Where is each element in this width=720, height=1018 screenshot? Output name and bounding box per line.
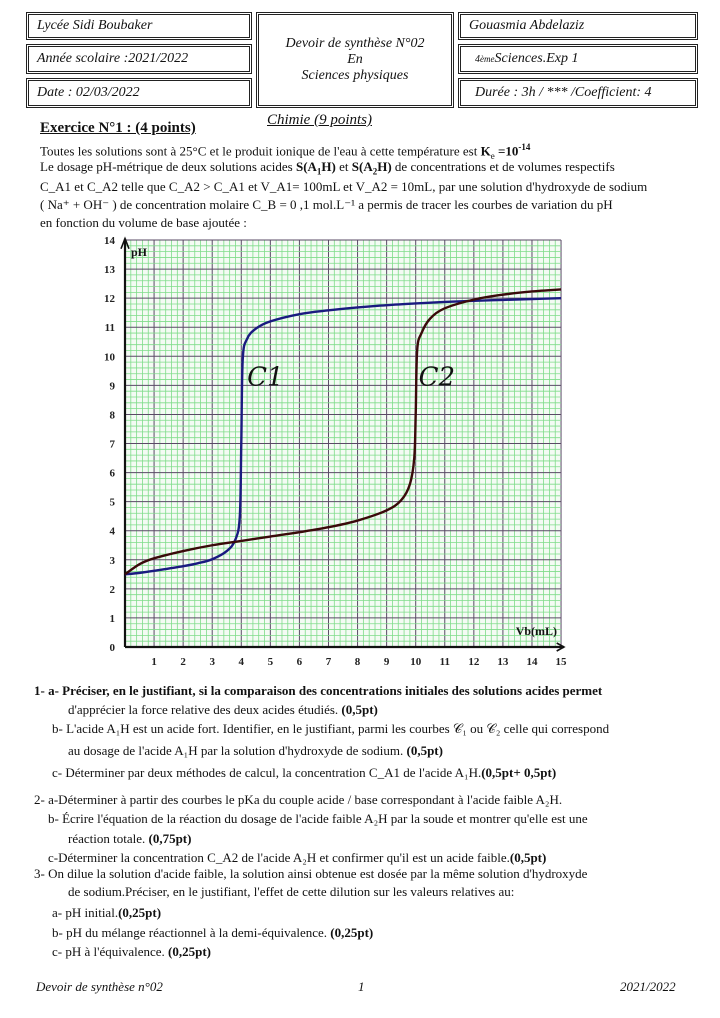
q2c-points: (0,5pt): [509, 850, 547, 865]
question-1c: [52, 765, 556, 781]
q1b-text: au dosage de l'acide A₁H par la solution d'hydroxyde de sodium.: [68, 743, 407, 758]
q1b-points: (0,5pt): [406, 743, 443, 758]
q1c-text: c- Déterminer par deux méthodes de calcul, la concentration C_A1 de l'acide A₁H.: [52, 765, 482, 780]
q3c-text: c- pH à l'équivalence.: [52, 944, 169, 959]
q2c-text: c-Déterminer la concentration C_A2 de l'acide A₂H et confirmer qu'il est un acide faible.: [48, 850, 510, 865]
class-cell: [458, 44, 698, 74]
svg-text:4: 4: [238, 656, 245, 668]
solution-2-end: H): [377, 159, 392, 174]
exam-subject: Sciences physiques: [301, 68, 409, 83]
question-1b-line-2: [68, 743, 443, 759]
teacher-name: Gouasmia Abdelaziz: [469, 18, 585, 33]
svg-text:1: 1: [109, 612, 115, 625]
svg-text:6: 6: [109, 467, 115, 480]
q3b-text: b- pH du mélange réactionnel à la demi-équivalence.: [52, 925, 331, 940]
solution-1-end: H): [321, 159, 336, 174]
school-cell: [26, 12, 252, 40]
teacher-cell: [458, 12, 698, 40]
question-1b-line-1: b- L'acide A₁H est un acide fort. Identifier, en le justifiant, parmi les courbes 𝒞₁ ou 𝒞₂ celle qui correspond: [52, 721, 610, 736]
solution-2: S(A: [351, 159, 373, 174]
svg-text:9: 9: [109, 380, 115, 393]
q3b-points: (0,25pt): [330, 925, 374, 940]
class-sup: ème: [480, 54, 495, 64]
exercise-title: Exercice N°1 : (4 points): [40, 120, 196, 136]
svg-text:13: 13: [104, 264, 115, 277]
school-year: Année scolaire :2021/2022: [37, 51, 189, 66]
q2b-text: réaction totale.: [68, 831, 149, 846]
q2b-points: (0,75pt): [148, 831, 192, 846]
svg-text:10: 10: [104, 351, 115, 364]
svg-text:11: 11: [104, 322, 115, 335]
question-1a-line-1: [34, 683, 602, 699]
svg-text:12: 12: [468, 656, 480, 668]
svg-text:8: 8: [354, 656, 361, 668]
duration-cell: [458, 78, 698, 108]
y-axis-label: pH: [131, 245, 148, 260]
question-3b: [52, 925, 373, 941]
intro-text: Le dosage pH-métrique de deux solutions acides: [40, 159, 296, 174]
svg-text:14: 14: [526, 656, 538, 668]
page-number: 1: [358, 979, 365, 994]
svg-text:2: 2: [109, 583, 115, 596]
svg-text:0: 0: [109, 642, 115, 654]
q3a-points: (0,25pt): [118, 905, 162, 920]
ke-eq: =10: [494, 143, 519, 159]
sub: 2: [372, 166, 378, 177]
intro-line-3: C_A1 et C_A2 telle que C_A2 > C_A1 et V_A1= 100mL et V_A2 = 10mL, par une solution d'hydroxyde de sodium: [40, 179, 648, 194]
svg-text:5: 5: [109, 496, 115, 509]
exam-title-cell: [256, 12, 454, 108]
header-table: [26, 12, 698, 108]
question-3-line-2: de sodium.Préciser, en le justifiant, l'effet de cette dilution sur les valeurs relatives au:: [68, 884, 515, 899]
question-2b-line-1: b- Écrire l'équation de la réaction du dosage de l'acide faible A₂H par la soude et montrer qu'elle est une: [48, 811, 588, 826]
year-cell: [26, 44, 252, 74]
curve-label-c1: C1: [247, 362, 284, 393]
intro-line-4: ( Na⁺ + OH⁻ ) de concentration molaire C_B = 0 ,1 mol.L⁻¹ a permis de tracer les courbes de variation du pH: [40, 197, 613, 212]
ke-exp: -14: [518, 142, 531, 152]
ke-symbol: K: [480, 143, 491, 159]
svg-text:11: 11: [439, 656, 450, 668]
question-2b-line-2: [68, 831, 191, 847]
svg-text:3: 3: [109, 554, 115, 567]
question-2c: [48, 850, 546, 866]
svg-text:14: 14: [104, 235, 115, 248]
duration-coefficient: Durée : 3h / *** /Coefficient: 4: [475, 85, 652, 100]
question-3-line-1: 3- On dilue la solution d'acide faible, la solution ainsi obtenue est dosée par la même solution d'hydroxyde: [34, 866, 588, 881]
class-name: Sciences.Exp 1: [494, 51, 579, 66]
date-cell: [26, 78, 252, 108]
question-3a: [52, 905, 161, 921]
q1c-points: (0,5pt+ 0,5pt): [481, 765, 557, 780]
q3a-text: a- pH initial.: [52, 905, 119, 920]
question-3c: [52, 944, 211, 960]
exam-date: Date : 02/03/2022: [37, 85, 140, 100]
svg-text:4: 4: [109, 525, 115, 538]
class-level: 4: [475, 53, 480, 65]
footer-title: Devoir de synthèse n°02: [36, 979, 163, 994]
svg-text:2: 2: [180, 656, 186, 668]
exam-title: Devoir de synthèse N°02: [285, 36, 425, 51]
svg-text:15: 15: [555, 656, 567, 668]
svg-text:5: 5: [267, 656, 274, 668]
footer-year: 2021/2022: [620, 979, 676, 994]
intro-text: et: [335, 159, 352, 174]
svg-text:12: 12: [104, 293, 115, 306]
intro-text: Toutes les solutions sont à 25°C et le produit ionique de l'eau à cette température est: [40, 143, 481, 159]
exam-title-en: En: [347, 52, 363, 67]
q1a-text: 1- a- Préciser, en le justifiant, si la comparaison des concentrations initiales des solutions acides permet: [34, 683, 603, 698]
sub: 1: [316, 166, 322, 177]
intro-text: de concentrations et de volumes respectifs: [391, 159, 615, 174]
svg-text:6: 6: [296, 656, 303, 668]
svg-text:13: 13: [497, 656, 509, 668]
svg-text:9: 9: [383, 656, 390, 668]
svg-text:7: 7: [325, 656, 332, 668]
svg-text:10: 10: [410, 656, 422, 668]
question-1a-line-2: [68, 702, 378, 718]
svg-text:8: 8: [109, 409, 115, 422]
ke-sub: e: [490, 150, 495, 161]
svg-text:1: 1: [151, 656, 157, 668]
q3c-points: (0,25pt): [168, 944, 212, 959]
intro-line-5: en fonction du volume de base ajoutée :: [40, 215, 247, 230]
curve-label-c2: C2: [418, 362, 456, 393]
ph-titration-chart: [96, 232, 576, 672]
svg-text:7: 7: [109, 438, 115, 451]
section-title: Chimie (9 points): [267, 112, 372, 128]
question-2a: 2- a-Déterminer à partir des courbes le pKa du couple acide / base correspondant à l'acide faible A₂H.: [34, 792, 563, 807]
school-name: Lycée Sidi Boubaker: [37, 18, 153, 33]
x-axis-label: Vb(mL): [515, 623, 558, 638]
q1a-text: d'apprécier la force relative des deux acides étudiés.: [68, 702, 342, 717]
solution-1: S(A: [295, 159, 317, 174]
q1a-points: (0,5pt): [341, 702, 378, 717]
svg-text:3: 3: [209, 656, 215, 668]
